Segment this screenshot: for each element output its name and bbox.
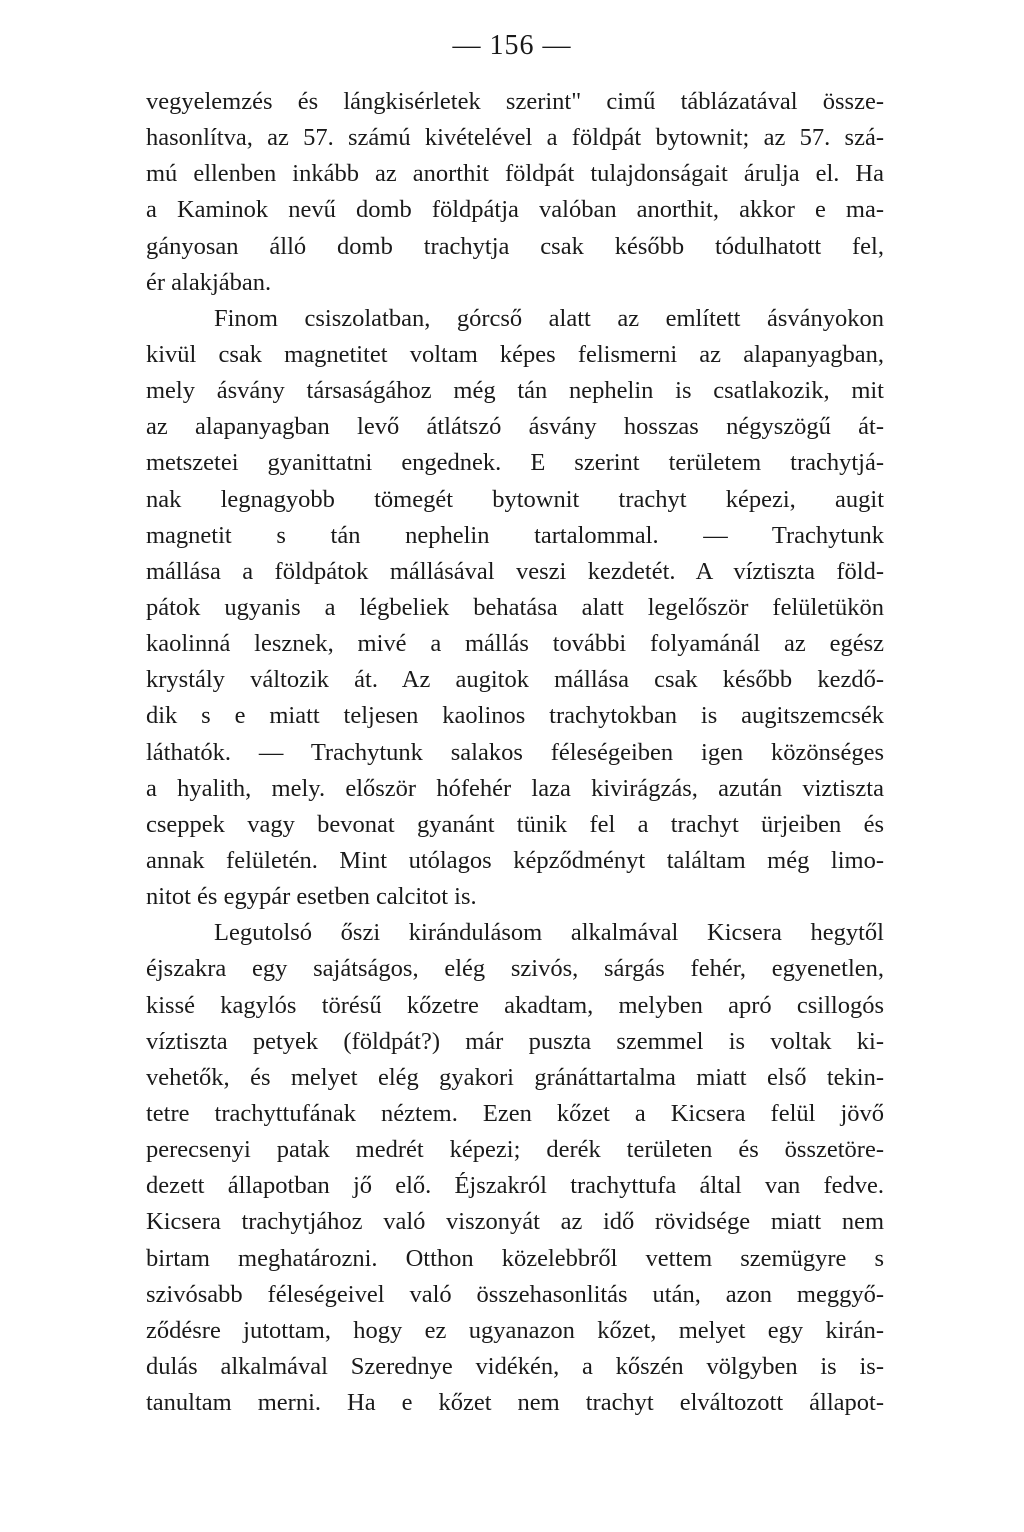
text-line: annak felületén. Mint utólagos képződményt találtam még limo- bbox=[146, 846, 884, 874]
text-line: nak legnagyobb tömegét bytownit trachyt képezi, augit bbox=[146, 485, 884, 513]
text-line: gányosan álló domb trachytja csak később tódulhatott fel, bbox=[146, 232, 884, 260]
text-line: az alapanyagban levő átlátszó ásvány hosszas négyszögű át- bbox=[146, 413, 884, 441]
text-line: víztiszta petyek (földpát?) már puszta szemmel is voltak ki- bbox=[146, 1027, 884, 1055]
text-line: kivül csak magnetitet voltam képes felismerni az alapanyagban, bbox=[146, 340, 884, 368]
text-line: Kicsera trachytjához való viszonyát az idő rövidsége miatt nem bbox=[146, 1208, 884, 1236]
text-line: perecsenyi patak medrét képezi; derék területen és összetöre- bbox=[146, 1136, 884, 1164]
text-line: krystály változik át. Az augitok mállása csak később kezdő- bbox=[146, 666, 884, 694]
text-line: mú ellenben inkább az anorthit földpát tulajdonságait árulja el. Ha bbox=[146, 160, 884, 188]
text-line: magnetit s tán nephelin tartalommal. — Trachytunk bbox=[146, 521, 884, 549]
text-line: a hyalith, mely. először hófehér laza kivirágzás, azután viztiszta bbox=[146, 774, 884, 802]
text-line: vehetők, és melyet elég gyakori gránáttartalma miatt első tekin- bbox=[146, 1063, 884, 1091]
page-number: — 156 — bbox=[452, 30, 572, 61]
text-line: dezett állapotban jő elő. Éjszakról trachyttufa által van fedve. bbox=[146, 1172, 884, 1200]
text-line: cseppek vagy bevonat gyanánt tünik fel a trachyt ürjeiben és bbox=[146, 810, 884, 838]
text-line: vegyelemzés és lángkisérletek szerint" cimű táblázatával össze- bbox=[146, 88, 884, 115]
text-line: mely ásvány társaságához még tán nephelin is csatlakozik, mit bbox=[146, 377, 884, 405]
text-line: kaolinná lesznek, mivé a mállás további folyamánál az egész bbox=[146, 630, 884, 658]
text-line: láthatók. — Trachytunk salakos féleségeiben igen közönséges bbox=[146, 738, 884, 766]
body-text bbox=[146, 84, 884, 1421]
text-line: pátok ugyanis a légbeliek behatása alatt legelőször felületükön bbox=[146, 593, 884, 621]
text-line: ződésre jutottam, hogy ez ugyanazon kőzet, melyet egy kirán- bbox=[146, 1316, 884, 1344]
text-line: dik s e miatt teljesen kaolinos trachytokban is augitszemcsék bbox=[146, 702, 884, 730]
text-line: éjszakra egy sajátságos, elég szivós, sárgás fehér, egyenetlen, bbox=[146, 955, 884, 983]
text-line: tanultam merni. Ha e kőzet nem trachyt elváltozott állapot- bbox=[146, 1389, 884, 1417]
text-line: nitot és egypár esetben calcitot is. bbox=[146, 883, 477, 911]
text-line: metszetei gyanittatni engednek. E szerint területem trachytjá- bbox=[146, 449, 884, 477]
text-line: ér alakjában. bbox=[146, 268, 272, 296]
text-line: kissé kagylós törésű kőzetre akadtam, melyben apró csillogós bbox=[146, 991, 884, 1019]
text-line: tetre trachyttufának néztem. Ezen kőzet a Kicsera felül jövő bbox=[146, 1099, 884, 1127]
text-line: dulás alkalmával Szerednye vidékén, a kőszén völgyben is is- bbox=[146, 1352, 884, 1380]
text-line: Legutolsó őszi kirándulásom alkalmával Kicsera hegytől bbox=[214, 919, 884, 947]
text-line: hasonlítva, az 57. számú kivételével a földpát bytownit; az 57. szá- bbox=[146, 124, 884, 152]
text-line: mállása a földpátok mállásával veszi kezdetét. A víztiszta föld- bbox=[146, 557, 884, 585]
text-line: birtam meghatározni. Otthon közelebbről vettem szemügyre s bbox=[146, 1244, 884, 1272]
text-line: szivósabb féleségeivel való összehasonlitás után, azon meggyő- bbox=[146, 1280, 884, 1308]
text-line: Finom csiszolatban, górcső alatt az említett ásványokon bbox=[214, 304, 884, 332]
text-line: a Kaminok nevű domb földpátja valóban anorthit, akkor e ma- bbox=[146, 196, 884, 224]
